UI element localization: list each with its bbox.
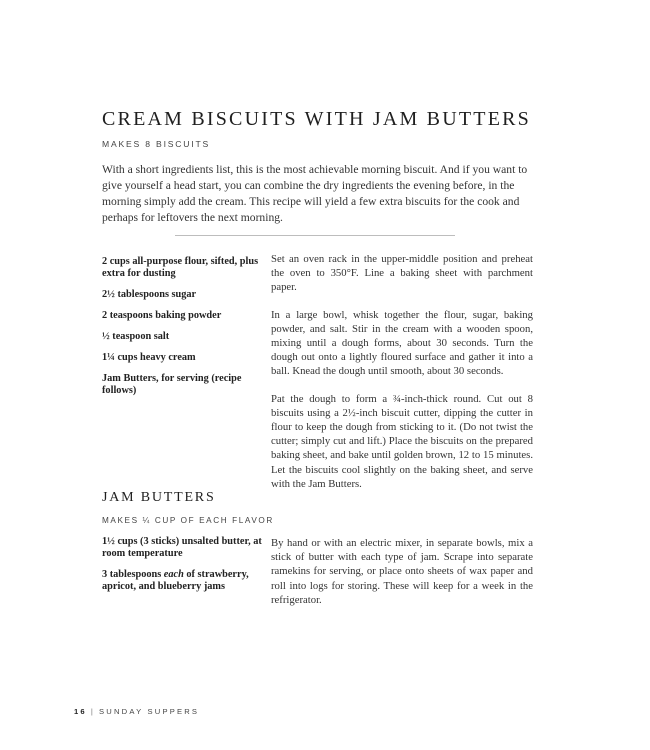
recipe-intro: With a short ingredients list, this is the most achievable morning biscuit. And if you want to give yourself a head start, you can combine the dry ingredients the evening before, in the morning simply add the cream. This recipe will yield a few extra biscuits for the cook and perhaps for leftovers the next morning. bbox=[102, 163, 528, 224]
ingredient-item: 2 cups all-purpose flour, sifted, plus extra for dusting bbox=[102, 256, 259, 279]
direction-step: Set an oven rack in the upper-middle position and preheat the oven to 350°F. Line a baking sheet with parchment paper. bbox=[271, 253, 533, 294]
jam-butters-title: JAM BUTTERS bbox=[102, 490, 216, 505]
ingredient-text: of strawberry, apricot, and blueberry jams bbox=[102, 569, 249, 592]
book-title: SUNDAY SUPPERS bbox=[99, 707, 200, 716]
ingredient-item: 2½ tablespoons sugar bbox=[102, 289, 197, 300]
ingredient-item: ½ teaspoon salt bbox=[102, 331, 170, 342]
direction-step: Pat the dough to form a ¾-inch-thick round. Cut out 8 biscuits using a 2½-inch biscuit cutter, dipping the cutter in flour to keep the dough from sticking to it. (Do not twist the cutter; simply cut and lift.) Place the biscuits on the prepared baking sheet, and bake until golden brown, 12 to 15 minutes. Let the biscuits cool slightly on the baking sheet, and serve with the Jam Butters. bbox=[271, 392, 533, 490]
recipe-yield: MAKES 8 BISCUITS bbox=[102, 139, 211, 149]
ingredient-list bbox=[102, 256, 262, 406]
footer-separator: | bbox=[90, 707, 96, 716]
ingredient-text: 3 tablespoons bbox=[102, 569, 164, 580]
recipe-title: CREAM BISCUITS WITH JAM BUTTERS bbox=[102, 108, 531, 130]
ingredient-item: 1½ cups (3 sticks) unsalted butter, at room temperature bbox=[102, 536, 262, 559]
direction-step: In a large bowl, whisk together the flour, sugar, baking powder, and salt. Stir in the cream with a wooden spoon, mixing until a dough forms, about 30 seconds. Turn the dough out onto a lightly floured surface and gather it into a ball. Knead the dough until smooth, about 30 seconds. bbox=[271, 308, 533, 378]
section-divider bbox=[175, 235, 455, 236]
ingredient-item bbox=[102, 569, 262, 593]
ingredient-emphasis: each bbox=[163, 569, 184, 580]
jam-butters-directions bbox=[271, 536, 533, 620]
directions bbox=[271, 252, 533, 504]
jam-butters-yield: MAKES ¼ CUP OF EACH FLAVOR bbox=[102, 516, 274, 525]
ingredient-item: 1¼ cups heavy cream bbox=[102, 352, 196, 363]
jam-butters-ingredient-list bbox=[102, 536, 262, 602]
ingredient-item: 2 teaspoons baking powder bbox=[102, 310, 222, 321]
page-number: 16 bbox=[74, 707, 87, 716]
page-footer bbox=[74, 707, 199, 716]
ingredient-item: Jam Butters, for serving (recipe follows) bbox=[102, 373, 242, 396]
direction-step: By hand or with an electric mixer, in separate bowls, mix a stick of butter with each type of jam. Scrape into separate ramekins for serving, or place onto sheets of wax paper and roll into logs for storing. These will keep for a week in the refrigerator. bbox=[271, 537, 533, 606]
